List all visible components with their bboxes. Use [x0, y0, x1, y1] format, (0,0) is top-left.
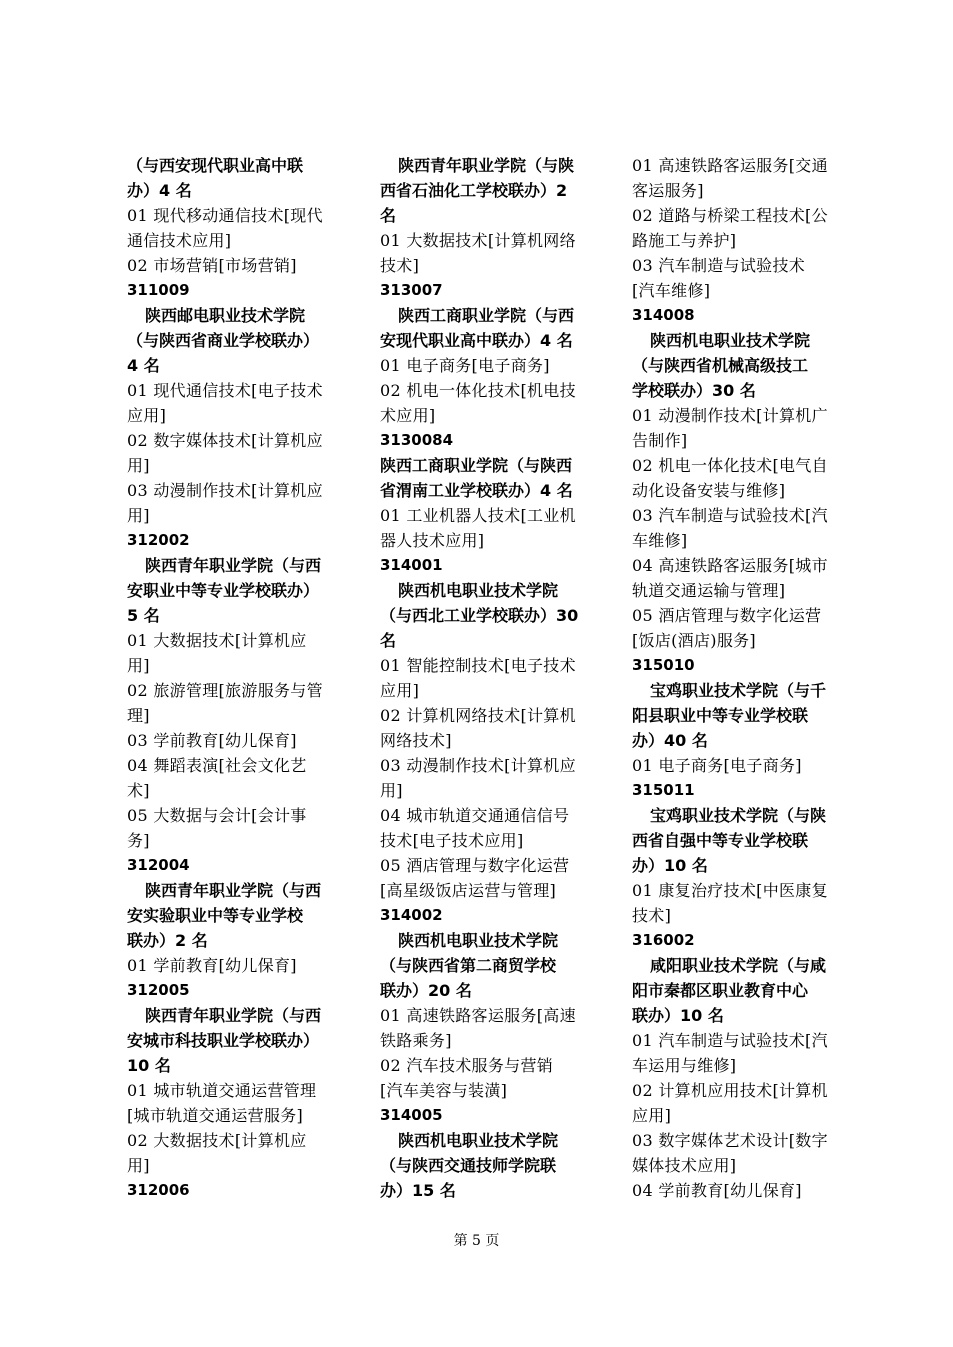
major-line: 用] — [127, 1156, 150, 1175]
major-line: 铁路乘务] — [380, 1031, 452, 1050]
program-code: 311009 — [127, 281, 190, 299]
major-line: 01 电子商务[电子商务] — [632, 756, 802, 775]
major-line: 05 酒店管理与数字化运营 — [632, 606, 822, 625]
major-line: 04 高速铁路客运服务[城市 — [632, 556, 828, 575]
major-line: 01 电子商务[电子商务] — [380, 356, 550, 375]
major-line: [汽车维修] — [632, 281, 711, 300]
major-line: [饭店(酒店)服务] — [632, 631, 756, 650]
major-line: 01 城市轨道交通运营管理 — [127, 1081, 317, 1100]
major-line: 动化设备安装与维修] — [632, 481, 786, 500]
program-code: 315010 — [632, 656, 695, 674]
school-heading-line: 宝鸡职业技术学院（与千 — [650, 681, 827, 700]
school-heading-line: 名 — [380, 206, 397, 225]
school-heading-line: 西省石油化工学校联办）2 — [380, 181, 568, 200]
major-line: 用] — [127, 656, 150, 675]
program-code: 314001 — [380, 556, 443, 574]
school-heading-line: 安实验职业中等专业学校 — [127, 906, 304, 925]
school-heading-line: 名 — [380, 631, 397, 650]
major-line: 02 机电一体化技术[机电技 — [380, 381, 576, 400]
major-line: 车运用与维修] — [632, 1056, 737, 1075]
major-line: 技术] — [380, 256, 420, 275]
major-line: 04 城市轨道交通通信信号 — [380, 806, 570, 825]
major-line: 02 计算机应用技术[计算机 — [632, 1081, 828, 1100]
school-heading-line: 办）40 名 — [632, 731, 708, 750]
major-line: 客运服务] — [632, 181, 704, 200]
school-heading-line: 咸阳职业技术学院（与咸 — [650, 956, 827, 975]
school-heading-line: （与陕西交通技师学院联 — [380, 1156, 557, 1175]
major-line: 网络技术] — [380, 731, 452, 750]
school-heading-line: 阳县职业中等专业学校联 — [632, 706, 809, 725]
major-line: 应用] — [380, 681, 420, 700]
major-line: 路施工与养护] — [632, 231, 737, 250]
school-heading-line: 办）15 名 — [380, 1181, 456, 1200]
school-heading-line: 陕西机电职业技术学院 — [398, 931, 559, 950]
school-heading-line: 陕西机电职业技术学院 — [650, 331, 811, 350]
page-number: 第 5 页 — [453, 1233, 500, 1249]
school-heading-line: 安城市科技职业学校联办） — [127, 1031, 320, 1050]
school-heading-line: 4 名 — [127, 356, 160, 375]
school-heading-line: 陕西青年职业学院（与西 — [145, 556, 322, 575]
major-line: 理] — [127, 706, 150, 725]
major-line: 媒体技术应用] — [632, 1156, 737, 1175]
major-line: 用] — [127, 506, 150, 525]
major-line: [汽车美容与装潢] — [380, 1081, 508, 1100]
major-line: 01 大数据技术[计算机网络 — [380, 231, 576, 250]
major-line: 01 高速铁路客运服务[高速 — [380, 1006, 576, 1025]
major-line: 技术] — [632, 906, 672, 925]
major-line: 轨道交通运输与管理] — [632, 581, 786, 600]
major-line: 应用] — [632, 1106, 672, 1125]
major-line: 术] — [127, 781, 150, 800]
major-line: 用] — [127, 456, 150, 475]
school-heading-line: （与陕西省机械高级技工 — [632, 356, 809, 375]
major-line: 器人技术应用] — [380, 531, 485, 550]
program-code: 3130084 — [380, 431, 454, 449]
school-heading-line: 陕西青年职业学院（与陕 — [398, 156, 575, 175]
major-line: 01 学前教育[幼儿保育] — [127, 956, 297, 975]
program-code: 314008 — [632, 306, 695, 324]
program-code: 313007 — [380, 281, 443, 299]
school-heading-line: 办）10 名 — [632, 856, 708, 875]
major-line: 01 动漫制作技术[计算机广 — [632, 406, 828, 425]
school-heading-line: （与西北工业学校联办）30 — [380, 606, 579, 625]
major-line: 02 数字媒体技术[计算机应 — [127, 431, 323, 450]
program-code: 314002 — [380, 906, 443, 924]
school-heading-line: 陕西工商职业学院（与西 — [398, 306, 575, 325]
major-line: 01 汽车制造与试验技术[汽 — [632, 1031, 828, 1050]
major-line: 03 数字媒体艺术设计[数字 — [632, 1131, 828, 1150]
program-code: 316002 — [632, 931, 695, 949]
major-line: 05 酒店管理与数字化运营 — [380, 856, 570, 875]
school-heading-line: 安职业中等专业学校联办） — [127, 581, 320, 600]
school-heading-line: 安现代职业高中联办）4 名 — [380, 331, 573, 350]
school-heading-line: 陕西邮电职业技术学院 — [145, 306, 306, 325]
major-line: 03 动漫制作技术[计算机应 — [380, 756, 576, 775]
text-column-2 — [380, 153, 590, 1203]
major-line: 03 汽车制造与试验技术[汽 — [632, 506, 828, 525]
school-heading-line: 陕西青年职业学院（与西 — [145, 1006, 322, 1025]
major-line: 01 大数据技术[计算机应 — [127, 631, 307, 650]
major-line: 01 现代移动通信技术[现代 — [127, 206, 323, 225]
major-line: 05 大数据与会计[会计事 — [127, 806, 307, 825]
major-line: 01 工业机器人技术[工业机 — [380, 506, 576, 525]
major-line: 01 智能控制技术[电子技术 — [380, 656, 576, 675]
school-heading-line: 省渭南工业学校联办）4 名 — [380, 481, 573, 500]
program-code: 312006 — [127, 1181, 190, 1199]
program-code: 315011 — [632, 781, 695, 799]
program-code: 312002 — [127, 531, 190, 549]
major-line: 02 大数据技术[计算机应 — [127, 1131, 307, 1150]
major-line: 02 汽车技术服务与营销 — [380, 1056, 554, 1075]
school-heading-line: 10 名 — [127, 1056, 171, 1075]
program-code: 314005 — [380, 1106, 443, 1124]
major-line: 03 动漫制作技术[计算机应 — [127, 481, 323, 500]
program-code: 312005 — [127, 981, 190, 999]
major-line: 04 舞蹈表演[社会文化艺 — [127, 756, 307, 775]
major-line: 02 市场营销[市场营销] — [127, 256, 297, 275]
text-column-1 — [127, 153, 337, 1203]
school-heading-line: 西省自强中等专业学校联 — [632, 831, 809, 850]
school-heading-line: 陕西青年职业学院（与西 — [145, 881, 322, 900]
school-heading-line: 联办）2 名 — [127, 931, 208, 950]
major-line: 03 汽车制造与试验技术 — [632, 256, 806, 275]
major-line: 01 高速铁路客运服务[交通 — [632, 156, 828, 175]
major-line: 务] — [127, 831, 150, 850]
major-line: 告制作] — [632, 431, 688, 450]
school-heading-line: （与陕西省商业学校联办） — [127, 331, 320, 350]
major-line: 02 计算机网络技术[计算机 — [380, 706, 576, 725]
school-heading-line: 陕西机电职业技术学院 — [398, 1131, 559, 1150]
major-line: 01 现代通信技术[电子技术 — [127, 381, 323, 400]
school-heading-line: 陕西机电职业技术学院 — [398, 581, 559, 600]
major-line: 用] — [380, 781, 403, 800]
school-heading-line: 学校联办）30 名 — [632, 381, 756, 400]
major-line: 车维修] — [632, 531, 688, 550]
major-line: 通信技术应用] — [127, 231, 232, 250]
text-column-3 — [632, 153, 842, 1203]
major-line: 02 旅游管理[旅游服务与管 — [127, 681, 323, 700]
school-heading-line: 办）4 名 — [127, 181, 192, 200]
major-line: [高星级饭店运营与管理] — [380, 881, 557, 900]
major-line: 03 学前教育[幼儿保育] — [127, 731, 297, 750]
school-heading-line: 宝鸡职业技术学院（与陕 — [650, 806, 827, 825]
school-heading-line: 陕西工商职业学院（与陕西 — [380, 456, 573, 475]
school-heading-line: 阳市秦都区职业教育中心 — [632, 981, 809, 1000]
school-heading-line: 联办）20 名 — [380, 981, 472, 1000]
major-line: 术应用] — [380, 406, 436, 425]
major-line: 04 学前教育[幼儿保育] — [632, 1181, 802, 1200]
school-heading-line: 5 名 — [127, 606, 160, 625]
school-heading-line: 联办）10 名 — [632, 1006, 724, 1025]
major-line: [城市轨道交通运营服务] — [127, 1106, 304, 1125]
program-code: 312004 — [127, 856, 190, 874]
major-line: 02 机电一体化技术[电气自 — [632, 456, 828, 475]
major-line: 02 道路与桥梁工程技术[公 — [632, 206, 828, 225]
school-heading-line: （与西安现代职业高中联 — [127, 156, 304, 175]
major-line: 技术[电子技术应用] — [380, 831, 524, 850]
major-line: 应用] — [127, 406, 167, 425]
major-line: 01 康复治疗技术[中医康复 — [632, 881, 828, 900]
school-heading-line: （与陕西省第二商贸学校 — [380, 956, 557, 975]
